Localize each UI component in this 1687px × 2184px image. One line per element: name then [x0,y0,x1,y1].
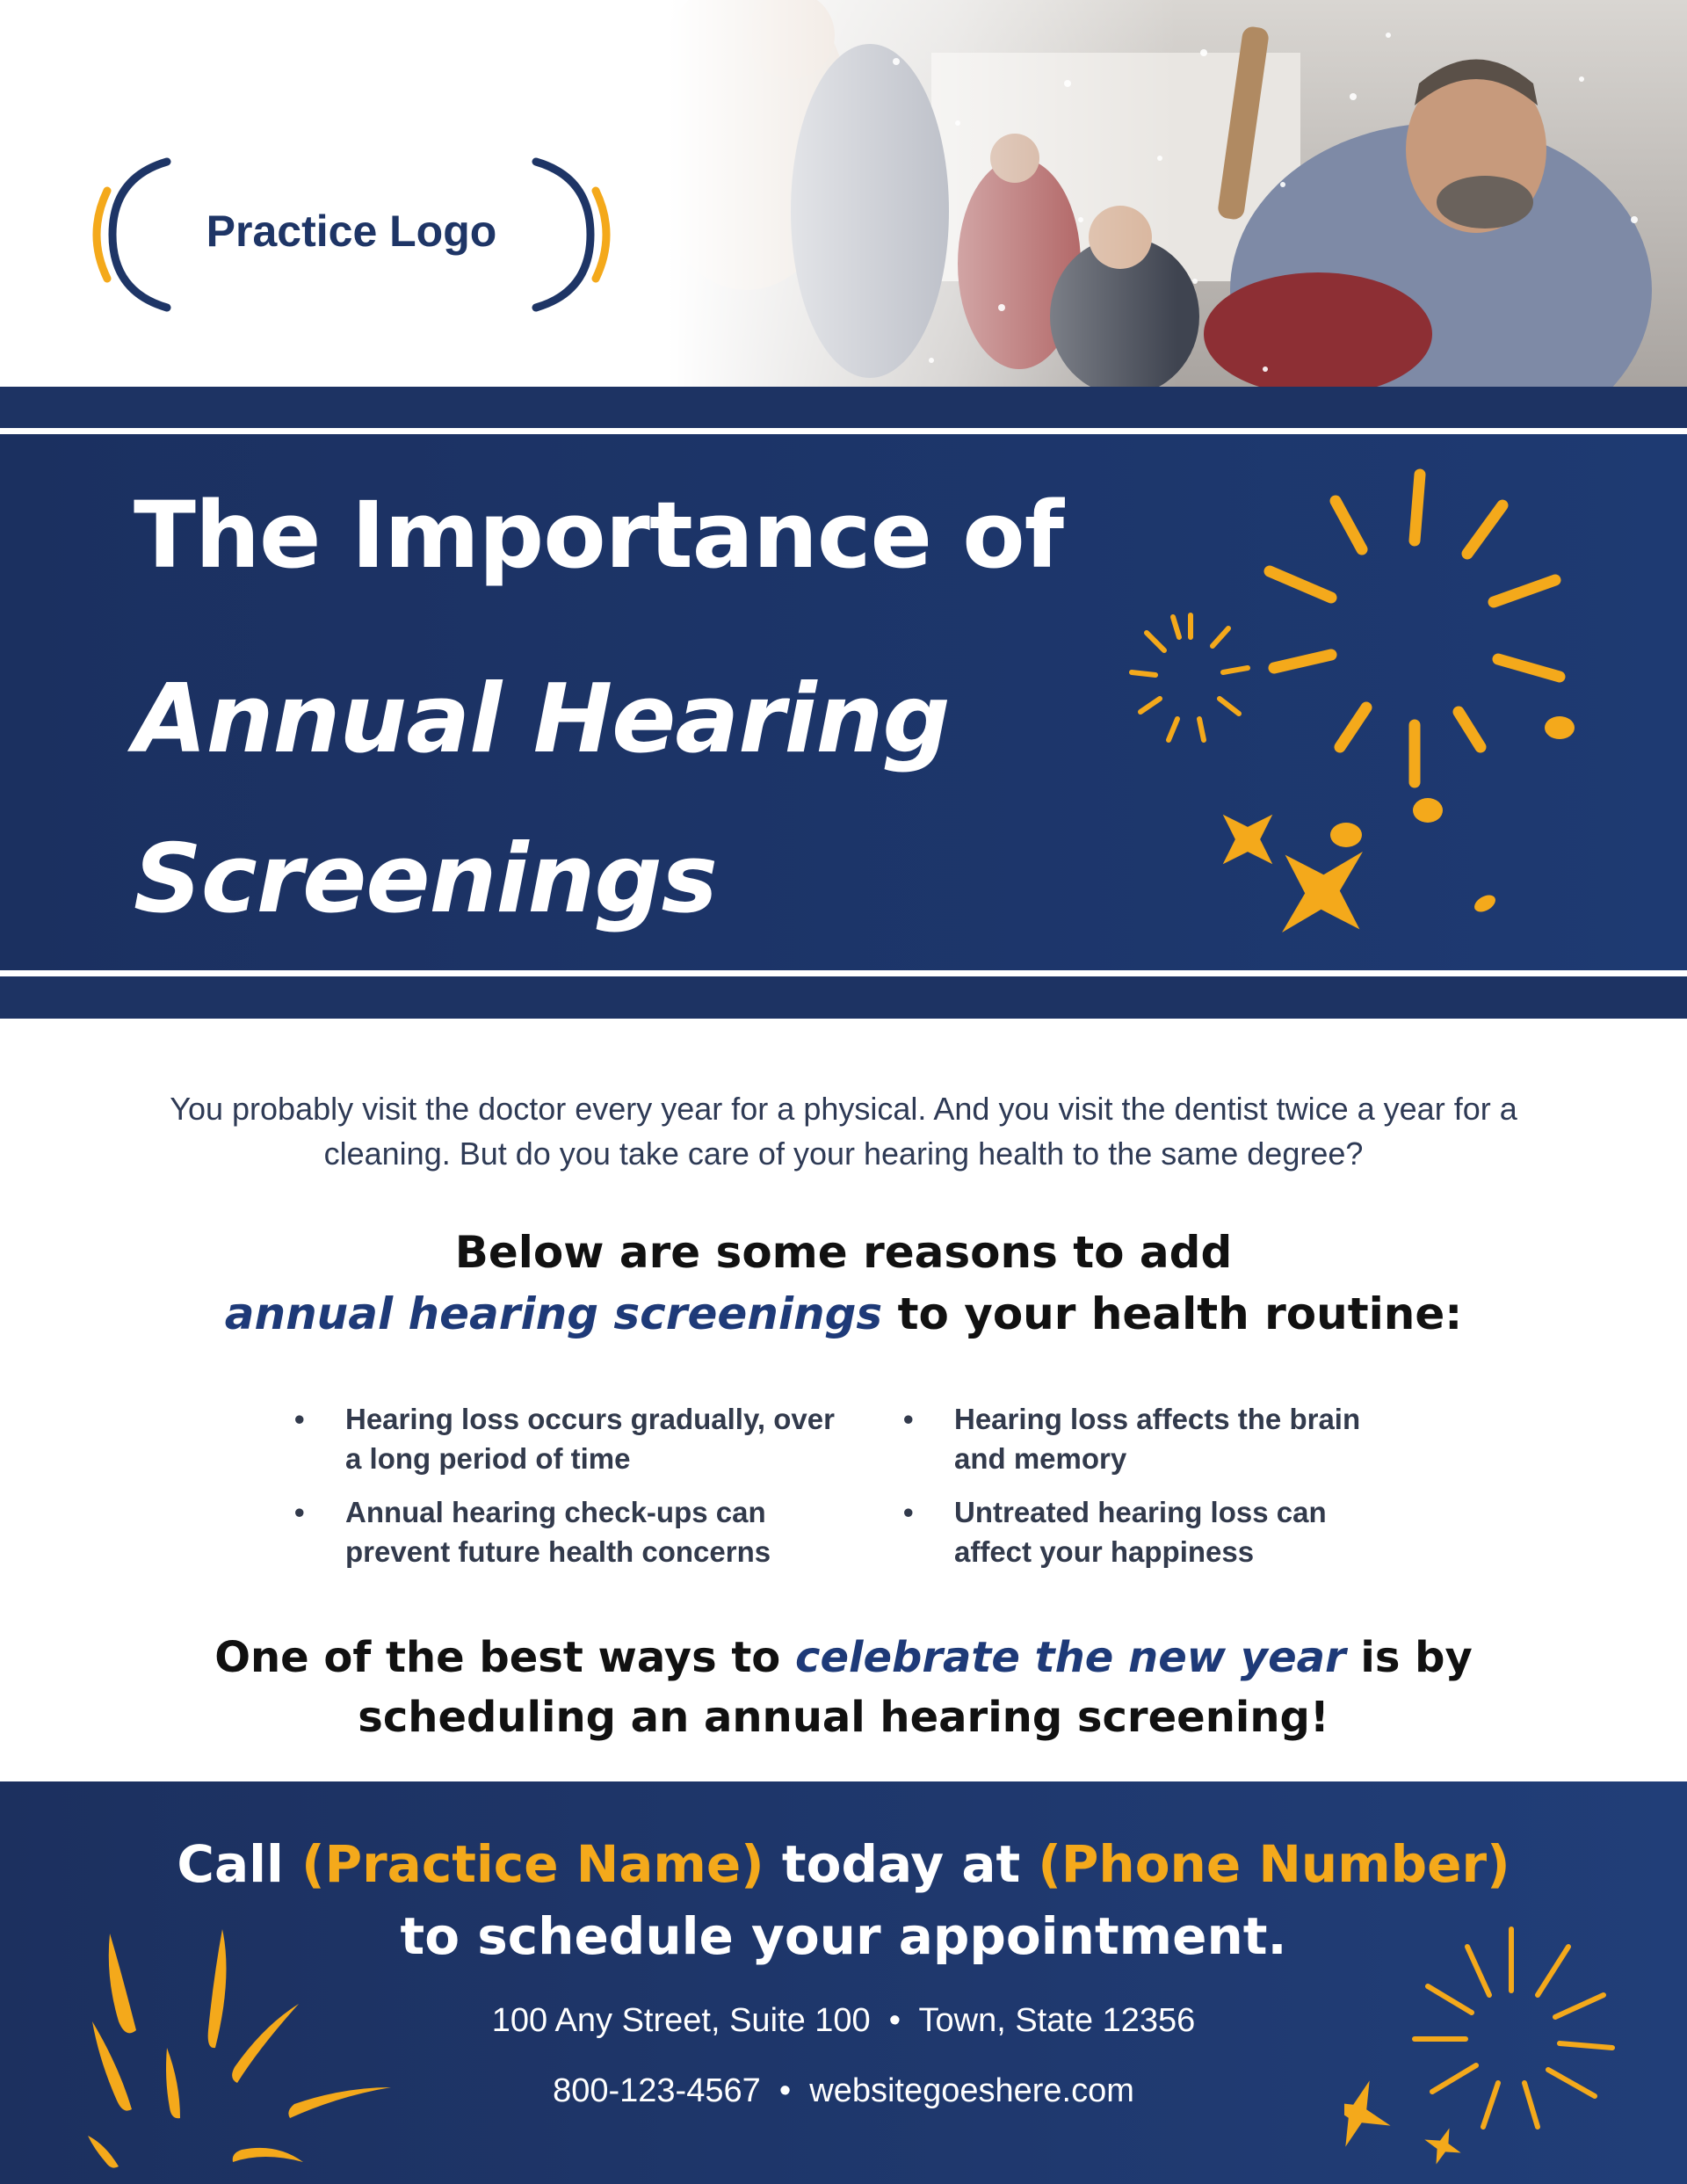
list-item: • Hearing loss occurs gradually, over a long period of time [345,1399,837,1478]
practice-address: 100 Any Street, Suite 100 • Town, State 12356 [491,2002,1196,2039]
celebrate-emphasis: celebrate the new year [794,1633,1346,1682]
title-band-bottom-stripe [0,976,1687,1019]
cta-call: Call [177,1834,302,1894]
header-celebration-photo [668,0,1687,387]
page-title-line-1: The Importance of [134,482,1063,589]
celebrate-after: is by scheduling an annual hearing screening! [358,1633,1473,1742]
call-to-action [53,1828,1634,1972]
page-title-line-2: Annual Hearing [134,664,950,774]
cta-line-2: to schedule your appointment. [400,1906,1287,1966]
reasons-heading-emphasis: annual hearing screenings [224,1288,883,1339]
celebrate-statement [105,1628,1582,1747]
reasons-heading-line-2 [105,1283,1582,1345]
practice-contact[interactable]: 800-123-4567 • websitegoeshere.com [553,2072,1134,2109]
practice-logo[interactable] [88,151,615,318]
confetti-dot-icon [1545,716,1575,739]
reasons-heading-rest: to your health routine: [882,1288,1463,1339]
cta-practice-name[interactable]: (Practice Name) [301,1834,764,1894]
cta-middle: today at [764,1834,1039,1894]
title-band-divider [0,970,1687,975]
title-band-top-stripe [0,387,1687,428]
intro-paragraph: You probably visit the doctor every year for a physical. And you visit the dentist twice a year for a cleaning. But do you take care of your hearing health to the same degree? [170,1091,1517,1172]
reasons-heading-line-1: Below are some reasons to add [454,1227,1233,1278]
reasons-heading [105,1222,1582,1345]
cta-phone-number[interactable]: (Phone Number) [1038,1834,1510,1894]
celebrate-before: One of the best ways to [214,1633,795,1682]
page-title-line-3: Screenings [134,824,717,934]
list-item: • Hearing loss affects the brain and memory [954,1399,1367,1478]
list-item: • Untreated hearing loss can affect your happiness [954,1492,1411,1571]
list-item: • Annual hearing check-ups can prevent future health concerns [345,1492,837,1571]
sparkle-star-icon [1198,789,1297,889]
cta-line-1 [53,1828,1634,1900]
logo-text: Practice Logo [206,207,497,256]
fireworks-burst-icon [1107,457,1599,949]
title-band-divider [0,428,1687,432]
